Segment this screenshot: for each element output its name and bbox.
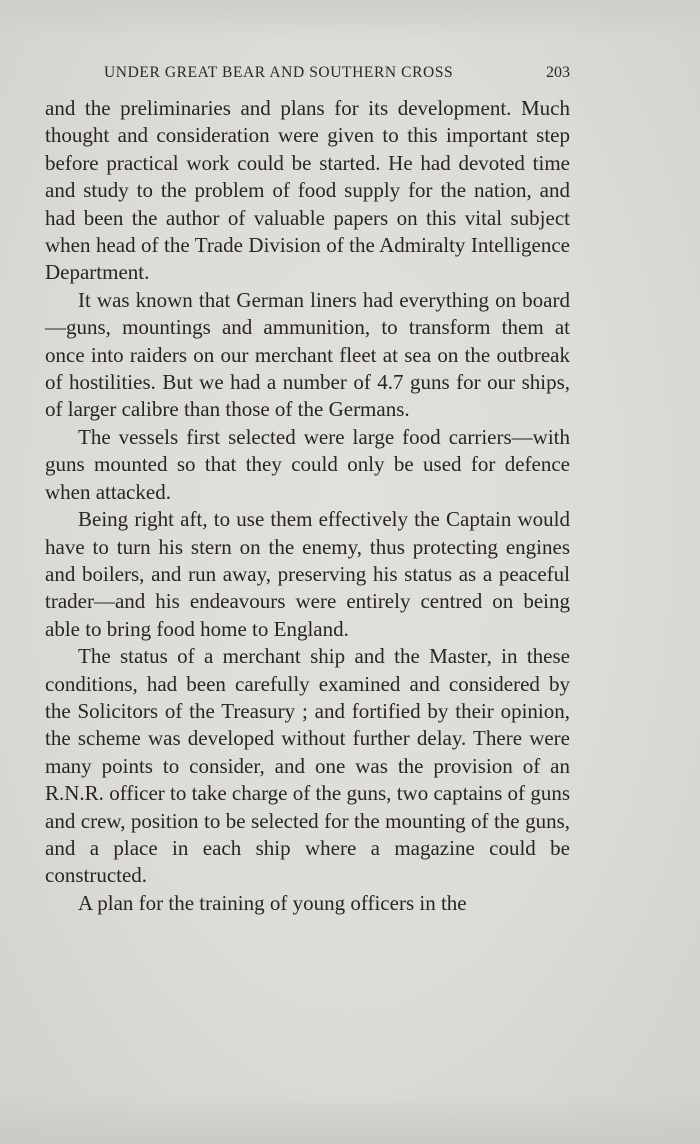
running-head: UNDER GREAT BEAR AND SOUTHERN CROSS <box>104 64 454 81</box>
paragraph-1: and the preliminaries and plans for its development. Much thought and consideration were given to this important step before practical work could be started. He had devoted time and study to the problem of food supply for the nation, and had been the author of valuable papers on this vital subject when head of the Trade Division of the Admiralty Intelligence Department. <box>45 96 570 285</box>
page-header <box>104 60 570 86</box>
paragraph-3: The vessels first selected were large food carriers—with guns mounted so that they could only be used for defence when attacked. <box>45 424 570 504</box>
page-number: 203 <box>546 64 570 81</box>
paragraph-4: Being right aft, to use them effectively the Captain would have to turn his stern on the enemy, thus protecting engines and boilers, and run away, preserving his status as a peaceful trader—and his endeavours were entirely centred on being able to bring food home to England. <box>45 507 570 641</box>
paragraph-2: It was known that German liners had everything on board—guns, mountings and ammunition, to transform them at once into raiders on our merchant fleet at sea on the outbreak of hostilities. But we had a number of 4.7 guns for our ships, of larger calibre than those of the Germans. <box>45 287 570 422</box>
page-top-shadow <box>0 0 700 40</box>
paragraph-5: The status of a merchant ship and the Master, in these conditions, had been carefully examined and considered by the Solicitors of the Treasury ; and fortified by their opinion, the scheme was developed without further delay. There were many points to consider, and one was the provision of an R.N.R. officer to take charge of the guns, two captains of guns and crew, position to be selected for the mounting of the guns, and a place in each ship where a magazine could be constructed. <box>45 644 570 888</box>
paragraph-6: A plan for the training of young officers in the <box>78 890 467 915</box>
page-bottom-shadow <box>0 1094 700 1144</box>
body-text <box>45 95 570 917</box>
